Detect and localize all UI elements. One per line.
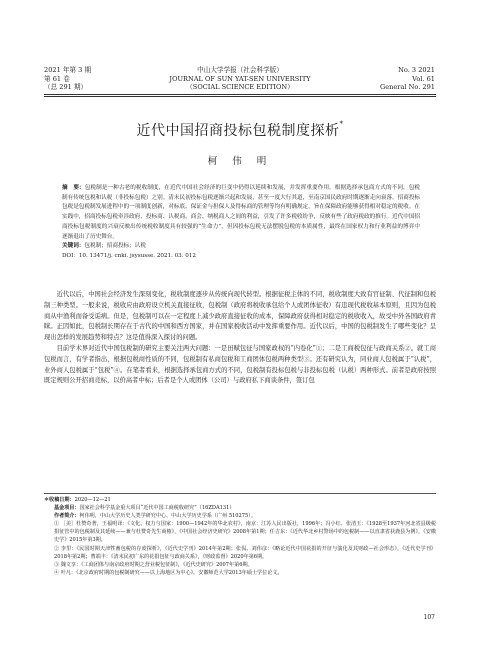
header-issue-info: [44, 66, 91, 92]
abstract: [62, 184, 420, 262]
header-journal-title: [140, 66, 340, 92]
header-issue-info-en: [380, 66, 435, 92]
received-label: ＊收稿日期：: [44, 497, 75, 503]
header-journal-en: JOURNAL OF SUN YAT-SEN UNIVERSITY: [169, 74, 311, 83]
header-general-no: General No. 291: [379, 83, 435, 92]
body-paragraph-2: 目前学术界对近代中国包税制的研究主要关注两大问题：一是田赋包征与国家政权的“内卷化”①；二是工商税包征与政商关系②。就工商包税而言，有学者指出，根据包税商性质的不同，包税制有私商包税和工商团体包税两种类型③。还有研究认为，同业商人包税属于“认税”，业外商人包税属于“包税”④。在笔者看来，根据选择承包商方式的不同，包税制有投标包税与非投标包税（认税）两种形式。前者是政府按照既定规则公开招商竞标，以价高者中标；后者是个人或团体（公司）与政府私下商谈条件，签订包: [44, 344, 436, 385]
fund-value: 国家社会科学基金重大项目“近代中国工商税收研究”（16ZDA131）: [79, 505, 235, 512]
header-no: No. 3 2021: [398, 66, 435, 74]
abstract-label: 摘 要：: [62, 185, 85, 191]
header-journal-edition: （SOCIAL SCIENCE EDITION）: [186, 83, 294, 92]
article-title-text: 近代中国招商投标包税制度探析: [136, 123, 340, 139]
received-value: 2020—12—21: [74, 497, 111, 503]
abstract-text: 包税制是一种古老的税收制度，在近代中国社会经济的巨变中仍得以延续和发展，并发挥重要作用。根据选择承包商方式的不同，包税制有传统包税和认税（非投标包税）之别。清末民初投标包税逐渐兴起和发展，甚至一度大行其道，至南京国民政府时期逐渐走向衰落。招商投标包税是包税制发展进程中的一项制度创新，对标底、保证金与担保人及得标商的管理等均有明确规定，旨在保障政府能够获得相对稳定的税收。在实践中，招商投标包税牵涉政府、投标商、认税商、商会、纳税商人之间的利益，引发了许多税收纷争，反映有些了政府税政的推行。近代中国招商投标包税制度的兴衰反映出传统税收制度具有较强的“生命力”，但因投标包税无法摆脱包税的本质属性，最终在国家权力和行业利益的博弈中逐渐退出了历史舞台。: [62, 185, 421, 240]
keywords-text: 包税制；招商投标；认税: [84, 243, 146, 250]
footnote-4: ④ 叶凡：《北京政府时期的包税制研究——以上海地区为中心》，安徽师范大学2013年硕士学位论文。: [54, 569, 283, 576]
page-number: 107: [423, 614, 435, 621]
author-info-label: 作者简介：: [54, 513, 80, 520]
footnotes: [44, 496, 436, 577]
header-journal-cn: 中山大学学报（社会科学版）: [197, 66, 283, 74]
body-paragraph-1: 近代以后，中国社会经济发生深刻变化，税收制度逐步从传统向现代转型。根据征税主体的不同，税收制度大致有官征制、代征制和包税制三种类型。一般来说，税收应由政府设立机关直接征收，包税制（政府将税收承包给个人或团体征收）有违现代税收基本原则，且因为包税商从中渔利而备受诟病。但是，包税制可以在一定程度上减少政府直接征收的成本，保障政府获得相对稳定的税收收入，故受中外各国政府青睐。正因如此，包税制长期存在于古代的中国和西方国家，并在国家税收活动中发挥重要作用。近代以后，中国的包税制发生了哪些变化？呈现出怎样的发展趋势和特点？这是值得深入探讨的问题。: [44, 291, 436, 342]
footnote-2: ② 李里：《民国时期天津牲畜包税的存废探析》，《近代史学刊》2014年第2期；张侃、刘伟彦：《略论近代中国花捐的开征与演化及其财政—社会形态》，《近代史学刊》2018年第2期；曹端丰：《清末民初广东的花捐包征与政商关系》，《财政监督》2020年第6期。: [54, 545, 436, 560]
header-rule-top: [44, 94, 436, 95]
header-rule-bottom: [44, 96, 436, 97]
header-vol: Vol. 61: [412, 74, 435, 83]
keywords-label: 关键词：: [62, 243, 85, 250]
fund-info: [44, 504, 436, 512]
footnote-3: ③ 魏文享：《工商团体与南京政府时期之营业税包征制》，《近代史研究》2007年第6期。: [54, 561, 253, 568]
article-body: [44, 290, 436, 387]
received-date: [44, 496, 436, 504]
header-issue: 2021 年第 3 期: [44, 66, 92, 74]
author-info-value: 柯伟明，中山大学历史人类学研究中心、中山大学历史学系（广州 510275）。: [79, 513, 256, 520]
abstract-paragraph: [62, 184, 420, 242]
doi: DOI：10. 13471/j. cnki. jsysusse. 2021. 03. 012: [62, 252, 196, 259]
article-author: 柯 伟 明: [207, 156, 273, 167]
keywords: [62, 242, 420, 252]
author-info: [44, 512, 436, 520]
footnote-rule: [44, 493, 436, 494]
fund-label: 基金项目：: [54, 505, 80, 512]
header-volume: 第 61 卷: [44, 74, 70, 83]
article-title: [0, 120, 480, 140]
footnote-1: ① ［美］杜赞奇著，王福明译：《文化、权力与国家：1900—1942年的华北农村》，南京：江苏人民出版社，1996年；冯小红、张清玉：《1928至1937年河北省县级税捐征管中的包税制及其延续——兼与杜赞奇先生商榷》，《中国社会经济史研究》2008年第1期；任吉东：《近代华北乡村警场中的包税制——以直隶省获鹿县为例》，《安徽史学》2015年第3期。: [54, 521, 436, 544]
title-footnote-mark: *: [339, 120, 344, 128]
header-total-issue: （总 291 期）: [44, 83, 88, 92]
